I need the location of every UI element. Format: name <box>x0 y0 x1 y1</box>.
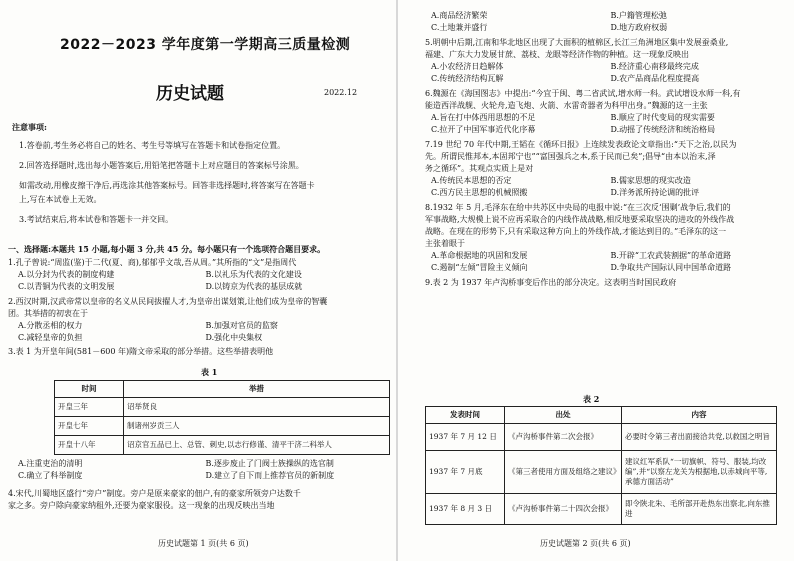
q6-option-c: C.拉开了中国军事近代化序幕 <box>431 125 536 134</box>
q7-stem-2: 先。所谓民惟邦本,本固邦宁也”“富国强兵之本,系于民而已矣”;倡导“由本以治末,泽 <box>425 152 716 161</box>
table-row <box>55 436 390 455</box>
q7-stem-1: 7.19 世纪 70 年代中期,王韬在《循环日报》上连续发表政论文章指出:“天下之治,以民为 <box>425 140 737 149</box>
table-cell: 建议红军系队“一切旗帜、符号、服装,均改编”,并“以察左龙关为根据地,以赤城向平等,承德方面活动” <box>622 451 777 494</box>
table-row <box>426 451 777 494</box>
table-2 <box>425 406 777 525</box>
q1-option-b: B.以礼乐为代表的文化建设 <box>205 270 302 279</box>
table-header-row <box>426 407 777 424</box>
q3-option-a: A.注重吏治的清明 <box>18 459 83 468</box>
table1-caption: 表 1 <box>201 367 218 377</box>
q5-option-c: C.传统经济结构瓦解 <box>431 74 504 83</box>
q3-stem: 3.表 1 为开皇年间(581－600 年)隋文帝采取的部分举措。这些举措表明他 <box>8 347 274 356</box>
table-cell: 必要时令第三者出面接洽共党,以救国之明旨 <box>622 424 777 451</box>
table-header-cell: 举措 <box>124 381 390 398</box>
q4-option-a: A.商品经济繁荣 <box>431 11 488 20</box>
table-cell: 1937 年 7 月底 <box>426 451 505 494</box>
q8-stem-1: 8.1932 年 5 月,毛泽东在给中共苏区中央局的电报中说:“在三次反‘围剿’战争后,我们的 <box>425 203 731 212</box>
q8-option-a: A.革命根据地的巩固和发展 <box>431 251 528 260</box>
table-cell: 开皇七年 <box>55 417 124 436</box>
q7-option-b: B.儒家思想的现实改造 <box>610 176 691 185</box>
q6-stem-1: 6.魏源在《海国图志》中提出:“今宜于闽、粤二省武试,增水师一科。武试增设水师一科,有 <box>425 89 741 98</box>
q7-option-d: D.洋务派所持论调的批评 <box>610 188 700 197</box>
q2-option-a: A.分散丞相的权力 <box>18 321 83 330</box>
exam-date: 2022.12 <box>324 88 358 97</box>
exam-title: 2022－2023 学年度第一学期高三质量检测 <box>60 37 351 53</box>
table-cell: 开皇三年 <box>55 398 124 417</box>
table-cell: 《卢沟桥事件第二次会报》 <box>505 424 622 451</box>
note-2: 2.回答选择题时,选出每小题答案后,用铅笔把答题卡上对应题目的答案标号涂黑。 <box>19 161 304 170</box>
table-cell: 诏京官五品已上、总管、刺史,以志行修谨、清平干济二科举人 <box>124 436 390 455</box>
q5-stem-2: 福建、广东大力发展甘蔗、荔枝、龙眼等经济作物的种植。这一现象反映出 <box>425 50 689 59</box>
q2-stem-2: 团。其举措的初衷在于 <box>8 309 88 318</box>
q6-option-b: B.顺应了时代变局的现实需要 <box>610 113 715 122</box>
q8-option-c: C.遏制“左倾”冒险主义倾向 <box>431 263 528 272</box>
q2-option-c: C.减轻皇帝的负担 <box>18 333 83 342</box>
notes-block <box>12 121 392 133</box>
q2-stem-1: 2.西汉时期,汉武帝常以皇帝的名义从民间拔擢人才,为皇帝出谋划策,让他们成为皇帝的智囊 <box>8 297 328 306</box>
q6-option-a: A.旨在打中体西用思想的不足 <box>431 113 536 122</box>
table-cell: 1937 年 8 月 3 日 <box>426 494 505 525</box>
q4-option-b: B.户籍管理松弛 <box>610 11 667 20</box>
page-footer: 历史试题第 2 页(共 6 页) <box>540 539 631 548</box>
q7-option-a: A.传统民本思想的否定 <box>431 176 512 185</box>
q3-option-d: D.建立了自下而上推荐官员的新制度 <box>205 471 335 480</box>
q5-option-d: D.农产品商品化程度提高 <box>610 74 700 83</box>
table-cell: 即令陕北朱、毛所部开赴热东出察北,向东推进 <box>622 494 777 525</box>
notes-list <box>19 140 394 226</box>
table-cell: 《第三者使用方面及组络之建议》 <box>505 451 622 494</box>
table-cell: 诏举贤良 <box>124 398 390 417</box>
q8-stem-3: 战略。在现在的形势下,只有采取这种方向上的外线作战,才能达到目的。”毛泽东的这一 <box>425 227 727 236</box>
q8-stem-2: 军事战略,大规模上说不应再采取合的内线作战战略,相反地要采取坚决的进攻的外线作战 <box>425 215 735 224</box>
q1-stem: 1.孔子曾说:“周监(鉴)于二代(夏、商),郁郁乎文哉,吾从周。”其所指的“文”是指周代 <box>8 258 297 267</box>
q1-option-a: A.以分封为代表的制度构建 <box>18 270 115 279</box>
q2-option-d: D.强化中央集权 <box>205 333 263 342</box>
table-row <box>55 417 390 436</box>
q8-option-b: B.开辟“工农武装割据”的革命道路 <box>610 251 732 260</box>
q2-option-b: B.加强对官员的监察 <box>205 321 278 330</box>
q7-stem-3: 务之循环”。其观点实质上是对 <box>425 164 534 173</box>
q5-stem-1: 5.明朝中后期,江南和华北地区出现了大面积的植棉区,长江三角洲地区集中发展蚕桑业, <box>425 38 729 47</box>
table-row <box>426 494 777 525</box>
section-heading: 一、选择题:本题共 15 小题,每小题 3 分,共 45 分。每小题只有一个选项符合题目要求。 <box>8 244 326 254</box>
table-1 <box>54 380 390 455</box>
table-header-cell: 内容 <box>622 407 777 424</box>
q1-option-c: C.以青铜为代表的文明发展 <box>18 282 115 291</box>
subject-title: 历史试题 <box>156 84 224 104</box>
q5-option-b: B.经济重心南移最终完成 <box>610 62 699 71</box>
note-3: 如需改动,用橡皮擦干净后,再选涂其他答案标号。回答非选择题时,将答案写在答题卡 <box>19 181 315 190</box>
table-header-cell: 发表时间 <box>426 407 505 424</box>
table-cell: 1937 年 7 月 12 日 <box>426 424 505 451</box>
table2-caption: 表 2 <box>583 394 600 404</box>
questions-left <box>8 243 393 358</box>
q3-option-c: C.确立了科举制度 <box>18 471 83 480</box>
table-header-cell: 出处 <box>505 407 622 424</box>
table-cell: 开皇十八年 <box>55 436 124 455</box>
q1-option-d: D.以铸京为代表的基层成就 <box>205 282 303 291</box>
notes-title: 注意事项: <box>12 122 47 132</box>
exam-page-2 <box>397 0 794 561</box>
table-row <box>55 398 390 417</box>
q3-option-b: B.逐步废止了门阀士族操纵的选官制 <box>205 459 334 468</box>
table-cell: 《卢沟桥事件第二十四次会报》 <box>505 494 622 525</box>
table-cell: 制诸州岁贡三人 <box>124 417 390 436</box>
table-row <box>426 424 777 451</box>
note-1: 1.答卷前,考生务必将自己的姓名、考生号等填写在答题卡和试卷指定位置。 <box>19 141 286 150</box>
note-4: 上,写在本试卷上无效。 <box>19 195 102 204</box>
q5-option-a: A.小农经济日趋解体 <box>431 62 504 71</box>
q6-stem-2: 能造西洋战舰、火轮舟,造飞炮、火箭、水雷奇器者为科甲出身。”魏源的这一主张 <box>425 101 708 110</box>
q9-stem: 9.表 2 为 1937 年卢沟桥事变后作出的部分决定。这表明当时国民政府 <box>425 278 677 287</box>
note-5: 3.考试结束后,将本试卷和答题卡一并交回。 <box>19 215 174 224</box>
page-footer: 历史试题第 1 页(共 6 页) <box>158 539 249 548</box>
q8-stem-4: 主张着眼于 <box>425 239 465 248</box>
table-header-cell: 时间 <box>55 381 124 398</box>
questions-right <box>425 10 790 289</box>
q4-stem-1: 4.宋代,川蜀地区盛行“旁户”制度。旁户是原来豪家的佃户,有的豪家所领旁户达数千 <box>8 489 301 498</box>
q4-option-d: D.地方政府权弱 <box>610 23 668 32</box>
q6-option-d: D.动摇了传统经济和统治格局 <box>610 125 716 134</box>
table-header-row <box>55 381 390 398</box>
q8-option-d: D.争取共产国际认同中国革命道路 <box>610 263 732 272</box>
q7-option-c: C.西方民主思想的机械照搬 <box>431 188 528 197</box>
q4-stem-2: 家之多。旁户除向豪家纳租外,还要为豪家服役。这一现象的出现反映出当地 <box>8 501 275 510</box>
q4-option-c: C.土地兼并盛行 <box>431 23 488 32</box>
questions-left-2 <box>8 458 393 512</box>
